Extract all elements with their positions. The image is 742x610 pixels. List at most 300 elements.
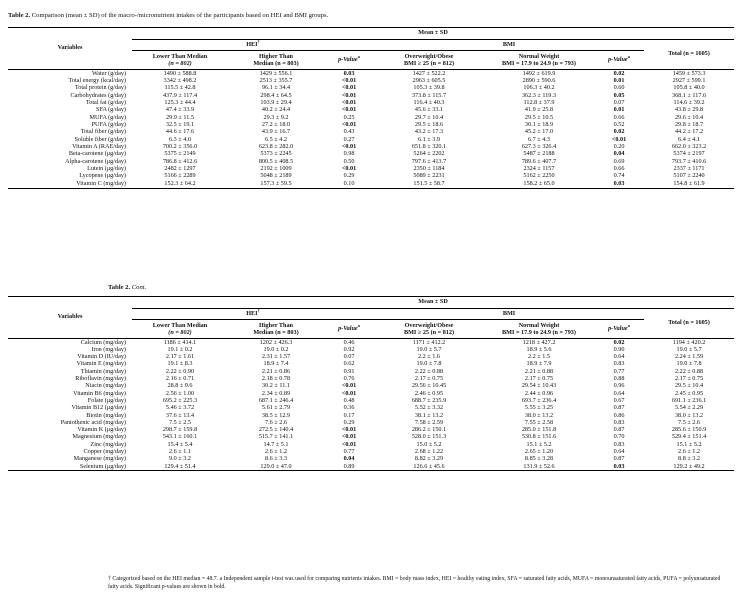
caption-text: Comparison (mean ± SD) of the macro-/micronutrient intakes of the participants based on HEI and BMI groups. bbox=[31, 12, 329, 19]
total-value: 19.0 ± 7.8 bbox=[676, 360, 702, 368]
total-value: 1194 ± 420.2 bbox=[672, 338, 706, 346]
normal-weight-value: 530.8 ± 151.6 bbox=[521, 433, 557, 441]
total-value: 44.2 ± 17.2 bbox=[674, 128, 704, 136]
lower-median-value: 298.7 ± 159.8 bbox=[162, 426, 198, 434]
table-caption bbox=[8, 12, 328, 19]
variable-cell: Soluble fiber (g/day) bbox=[74, 135, 126, 143]
overweight-value: 126.6 ± 45.6 bbox=[374, 463, 484, 471]
overweight-value: 797.6 ± 413.7 bbox=[411, 157, 447, 165]
header-bmi-pvalue: p-Value$^a$ bbox=[594, 320, 644, 339]
hei-pvalue: <0.01 bbox=[341, 91, 357, 99]
variable-cell: Vitamin D (IU/day) bbox=[77, 353, 126, 361]
higher-median-value: 800.5 ± 408.5 bbox=[258, 157, 294, 165]
variable-cell: Selenium (μg/day) bbox=[8, 463, 132, 471]
table-row bbox=[8, 107, 734, 114]
lower-median-value: 28.8 ± 9.6 bbox=[167, 382, 193, 390]
overweight-value: 5.52 ± 3.32 bbox=[414, 404, 444, 412]
header-normal-weight: Normal Weight BMI = 17.9 to 24.9 (n = 793) bbox=[484, 320, 594, 339]
higher-median-value: 298.4 ± 64.5 bbox=[260, 91, 292, 99]
total-value: 5.54 ± 2.29 bbox=[674, 404, 704, 412]
overweight-value: 2.2 ± 1.6 bbox=[418, 353, 440, 361]
hei-pvalue: <0.01 bbox=[341, 84, 357, 92]
hei-pvalue: 0.10 bbox=[324, 180, 374, 188]
overweight-value: 151.5 ± 58.7 bbox=[374, 180, 484, 188]
hei-pvalue: 0.29 bbox=[343, 172, 355, 180]
variable-cell: Total fat (g/day) bbox=[85, 98, 126, 106]
lower-median-value: 125.3 ± 44.4 bbox=[164, 98, 196, 106]
hei-pvalue: 0.98 bbox=[343, 150, 355, 158]
hei-pvalue: <0.01 bbox=[341, 426, 357, 434]
bmi-pvalue: 0.05 bbox=[613, 91, 625, 99]
table-row bbox=[8, 383, 734, 390]
normal-weight-value: 131.9 ± 52.6 bbox=[484, 463, 594, 471]
bmi-pvalue: 0.77 bbox=[613, 367, 625, 375]
normal-weight-value: 30.1 ± 18.9 bbox=[524, 120, 554, 128]
variable-cell: Folate (μg/day) bbox=[87, 396, 126, 404]
normal-weight-value: 5.55 ± 3.25 bbox=[524, 404, 554, 412]
higher-median-value: 18.9 ± 7.4 bbox=[263, 360, 289, 368]
overweight-value: 5089 ± 2231 bbox=[413, 172, 445, 180]
bmi-pvalue: 0.64 bbox=[613, 353, 625, 361]
hei-pvalue: 0.27 bbox=[343, 135, 355, 143]
normal-weight-value: 5487 ± 2188 bbox=[523, 150, 555, 158]
bmi-pvalue: 0.87 bbox=[613, 404, 625, 412]
variable-cell: Vitamin K (μg/day) bbox=[77, 426, 126, 434]
overweight-value: 38.1 ± 13.2 bbox=[414, 411, 444, 419]
total-value: 368.1 ± 117.6 bbox=[671, 91, 707, 99]
higher-median-value: 38.5 ± 12.9 bbox=[261, 411, 291, 419]
overweight-value: 29.7 ± 10.4 bbox=[414, 113, 444, 121]
total-value: 114.6 ± 39.2 bbox=[673, 98, 705, 106]
overweight-value: 286.2 ± 150.1 bbox=[411, 426, 447, 434]
lower-median-value: 32.5 ± 19.1 bbox=[165, 120, 195, 128]
lower-median-value: 129.4 ± 51.4 bbox=[132, 463, 228, 471]
normal-weight-value: 7.55 ± 2.58 bbox=[524, 418, 554, 426]
nutrient-table-part2 bbox=[8, 296, 734, 471]
variable-cell: Magnesium (mg/day) bbox=[72, 433, 126, 441]
lower-median-value: 115.5 ± 42.8 bbox=[164, 84, 196, 92]
lower-median-value: 37.6 ± 13.4 bbox=[165, 411, 195, 419]
higher-median-value: 103.9 ± 29.4 bbox=[260, 98, 292, 106]
normal-weight-value: 693.7 ± 236.4 bbox=[521, 396, 557, 404]
normal-weight-value: 18.9 ± 5.6 bbox=[526, 345, 552, 353]
total-value: 2.45 ± 0.95 bbox=[674, 389, 704, 397]
normal-weight-value: 362.3 ± 119.3 bbox=[521, 91, 557, 99]
overweight-value: 2.68 ± 1.22 bbox=[414, 448, 444, 455]
bmi-pvalue: 0.66 bbox=[613, 113, 625, 121]
normal-weight-value: 45.2 ± 17.0 bbox=[524, 128, 554, 136]
variable-cell: Lutein (μg/day) bbox=[87, 165, 126, 173]
higher-median-value: 29.3 ± 9.2 bbox=[263, 113, 289, 121]
normal-weight-value: 29.54 ± 10.43 bbox=[521, 382, 557, 390]
variable-cell: Total protein (g/day) bbox=[74, 84, 126, 92]
overweight-value: 43.2 ± 17.3 bbox=[414, 128, 444, 136]
higher-median-value: 2513 ± 355.7 bbox=[259, 76, 293, 84]
header-total: Total (n = 1605) bbox=[644, 309, 734, 339]
lower-median-value: 437.9 ± 117.4 bbox=[162, 91, 198, 99]
total-value: 43.8 ± 29.8 bbox=[674, 106, 704, 114]
total-value: 2.17 ± 0.75 bbox=[674, 375, 704, 383]
bmi-pvalue: 0.03 bbox=[594, 180, 644, 188]
bmi-pvalue: 0.83 bbox=[613, 418, 625, 426]
overweight-value: 15.0 ± 5.2 bbox=[416, 440, 442, 448]
overweight-value: 29.56 ± 10.45 bbox=[411, 382, 447, 390]
total-value: 15.1 ± 5.2 bbox=[676, 440, 702, 448]
lower-median-value: 2482 ± 1297 bbox=[164, 165, 196, 173]
variable-cell: Pantothenic acid (mg/day) bbox=[60, 418, 126, 426]
total-value: 129.2 ± 49.2 bbox=[644, 463, 734, 471]
hei-pvalue: <0.01 bbox=[341, 165, 357, 173]
lower-median-value: 543.1 ± 160.1 bbox=[162, 433, 198, 441]
normal-weight-value: 2.17 ± 0.75 bbox=[524, 375, 554, 383]
total-value: 2927 ± 599.1 bbox=[672, 76, 706, 84]
lower-median-value: 5375 ± 2149 bbox=[164, 150, 196, 158]
normal-weight-value: 627.3 ± 326.4 bbox=[521, 143, 557, 150]
table-continuation-caption bbox=[108, 284, 146, 291]
normal-weight-value: 789.6 ± 407.7 bbox=[521, 157, 557, 165]
higher-median-value: 5373 ± 2245 bbox=[260, 150, 292, 158]
bmi-pvalue: 0.02 bbox=[613, 128, 625, 136]
total-value: 2.22 ± 0.88 bbox=[674, 367, 704, 375]
lower-median-value: 1490 ± 588.8 bbox=[163, 69, 197, 77]
normal-weight-value: 2.2 ± 1.5 bbox=[528, 353, 550, 361]
hei-pvalue: 0.46 bbox=[343, 338, 355, 346]
normal-weight-value: 41.9 ± 25.8 bbox=[524, 106, 554, 114]
table-row bbox=[8, 85, 734, 92]
higher-median-value: 19.0 ± 0.2 bbox=[263, 345, 289, 353]
overweight-value: 19.0 ± 7.8 bbox=[416, 360, 442, 368]
header-lower-median: Lower Than Median (n = 802) bbox=[132, 320, 228, 339]
normal-weight-value: 6.7 ± 4.3 bbox=[528, 135, 550, 143]
overweight-value: 45.6 ± 33.1 bbox=[414, 106, 444, 114]
normal-weight-value: 106.3 ± 40.2 bbox=[523, 84, 555, 92]
bmi-pvalue: 0.66 bbox=[613, 165, 625, 173]
table-footnote: † Categorized based on the HEI median = 48.7. a Independent sample t-test was used for comparing nutrients intakes. BMI = body mass index, HEI = healthy eating index, SFA = saturated fatty acids, MUFA = monounsaturated fatty acids, PUFA = polyunsaturated fatty acids. Significant p-values are shown in bold. bbox=[108, 576, 721, 590]
variable-cell: Alpha-carotene (μg/day) bbox=[65, 157, 126, 165]
lower-median-value: 29.9 ± 11.5 bbox=[166, 113, 194, 121]
header-mean-sd: Mean ± SD bbox=[132, 297, 734, 309]
variable-cell: Vitamin C (mg/day) bbox=[8, 180, 132, 188]
hei-pvalue: 0.62 bbox=[343, 360, 355, 368]
hei-pvalue: 0.07 bbox=[343, 353, 355, 361]
lower-median-value: 786.8 ± 412.6 bbox=[162, 157, 198, 165]
hei-pvalue: 0.50 bbox=[343, 157, 355, 165]
overweight-value: 19.0 ± 5.7 bbox=[416, 345, 442, 353]
higher-median-value: 515.7 ± 141.1 bbox=[258, 433, 294, 441]
bmi-pvalue: 0.67 bbox=[613, 396, 625, 404]
higher-median-value: 8.6 ± 3.3 bbox=[265, 455, 287, 463]
bmi-pvalue: 0.03 bbox=[594, 463, 644, 471]
bmi-pvalue: 0.70 bbox=[613, 433, 625, 441]
higher-median-value: 7.6 ± 2.6 bbox=[265, 418, 287, 426]
lower-median-value: 1186 ± 414.1 bbox=[163, 338, 197, 346]
header-hei: HEI† bbox=[132, 309, 374, 320]
higher-median-value: 14.7 ± 5.1 bbox=[263, 440, 289, 448]
overweight-value: 116.4 ± 40.3 bbox=[413, 98, 445, 106]
overweight-value: 2350 ± 1184 bbox=[413, 165, 445, 173]
higher-median-value: 1202 ± 426.3 bbox=[259, 338, 293, 346]
lower-median-value: 5.46 ± 3.72 bbox=[165, 404, 195, 412]
variable-cell: Manganese (mg/day) bbox=[73, 455, 126, 463]
header-bmi-pvalue: p-Value$^a$ bbox=[594, 51, 644, 70]
lower-median-value: 19.1 ± 8.3 bbox=[167, 360, 193, 368]
higher-median-value: 40.2 ± 24.4 bbox=[261, 106, 291, 114]
variable-cell: Calcium (mg/day) bbox=[80, 338, 126, 346]
higher-median-value: 2.21 ± 0.86 bbox=[261, 367, 291, 375]
bmi-pvalue: 0.69 bbox=[613, 157, 625, 165]
header-overweight: Overweight/Obese BMI ≥ 25 (n = 812) bbox=[374, 51, 484, 70]
variable-cell: Water (g/day) bbox=[91, 69, 126, 77]
total-value: 2.6 ± 1.2 bbox=[678, 448, 701, 455]
table-row bbox=[8, 463, 734, 471]
total-value: 19.0 ± 5.7 bbox=[676, 345, 702, 353]
higher-median-value: 129.0 ± 47.0 bbox=[228, 463, 324, 471]
bmi-pvalue: 0.64 bbox=[613, 389, 625, 397]
hei-pvalue: <0.01 bbox=[341, 120, 357, 128]
higher-median-value: 6.5 ± 4.2 bbox=[265, 135, 287, 143]
hei-pvalue: 0.43 bbox=[343, 128, 355, 136]
overweight-value: 2.46 ± 0.95 bbox=[414, 389, 444, 397]
bmi-pvalue: 0.96 bbox=[613, 382, 625, 390]
lower-median-value: 2.17 ± 1.61 bbox=[165, 353, 195, 361]
lower-median-value: 15.4 ± 5.4 bbox=[167, 440, 193, 448]
total-value: 793.7 ± 410.6 bbox=[671, 157, 707, 165]
overweight-value: 1171 ± 412.2 bbox=[412, 338, 446, 346]
hei-pvalue: 0.17 bbox=[343, 411, 355, 419]
total-value: 5374 ± 2197 bbox=[673, 150, 705, 158]
normal-weight-value: 8.85 ± 3.28 bbox=[524, 455, 554, 463]
overweight-value: 1427 ± 522.2 bbox=[412, 69, 446, 77]
header-total: Total (n = 1605) bbox=[644, 40, 734, 70]
overweight-value: 2963 ± 605.5 bbox=[412, 76, 446, 84]
normal-weight-value: 15.1 ± 5.2 bbox=[526, 440, 552, 448]
normal-weight-value: 5162 ± 2250 bbox=[523, 172, 555, 180]
higher-median-value: 2192 ± 1009 bbox=[260, 165, 292, 173]
hei-pvalue: 0.89 bbox=[324, 463, 374, 471]
bmi-pvalue: 0.87 bbox=[613, 455, 625, 463]
header-mean-sd: Mean ± SD bbox=[132, 28, 734, 40]
overweight-value: 8.82 ± 3.29 bbox=[414, 455, 444, 463]
variable-cell: Vitamin B6 (mg/day) bbox=[73, 389, 126, 397]
hei-pvalue: <0.01 bbox=[341, 106, 357, 114]
lower-median-value: 9.0 ± 3.2 bbox=[169, 455, 191, 463]
normal-weight-value: 112.8 ± 37.9 bbox=[523, 98, 555, 106]
lower-median-value: 6.3 ± 4.0 bbox=[169, 135, 191, 143]
higher-median-value: 687.1 ± 246.4 bbox=[258, 396, 294, 404]
bmi-pvalue: 0.74 bbox=[613, 172, 625, 180]
hei-pvalue: 0.48 bbox=[343, 396, 355, 404]
overweight-value: 688.7 ± 235.9 bbox=[411, 396, 447, 404]
total-value: 691.1 ± 236.1 bbox=[671, 396, 707, 404]
normal-weight-value: 158.2 ± 65.0 bbox=[484, 180, 594, 188]
header-hei-pvalue: p-Value$^a$ bbox=[324, 51, 374, 70]
overweight-value: 2.22 ± 0.88 bbox=[414, 367, 444, 375]
normal-weight-value: 2.65 ± 1.20 bbox=[524, 448, 554, 455]
variable-cell: Beta-carotene (μg/day) bbox=[68, 150, 126, 158]
total-value: 154.8 ± 61.9 bbox=[644, 180, 734, 188]
variable-cell: PUFA (g/day) bbox=[91, 120, 126, 128]
higher-median-value: 5048 ± 2189 bbox=[260, 172, 292, 180]
total-value: 2.24 ± 1.59 bbox=[674, 353, 704, 361]
variable-cell: Vitamin B12 (μg/day) bbox=[71, 404, 126, 412]
variable-cell: Total energy (kcal/day) bbox=[68, 76, 126, 84]
total-value: 38.0 ± 13.2 bbox=[674, 411, 704, 419]
header-lower-median: Lower Than Median (n = 802) bbox=[132, 51, 228, 70]
hei-pvalue: 0.04 bbox=[343, 455, 355, 463]
lower-median-value: 2.6 ± 1.1 bbox=[169, 448, 191, 455]
higher-median-value: 2.6 ± 1.2 bbox=[265, 448, 287, 455]
hei-pvalue: <0.01 bbox=[341, 433, 357, 441]
variable-cell: Niacin (mg/day) bbox=[85, 382, 126, 390]
variable-cell: Zinc (mg/day) bbox=[90, 440, 126, 448]
caption-label: Table 2. bbox=[8, 12, 31, 19]
hei-pvalue: <0.01 bbox=[341, 76, 357, 84]
variable-cell: Carbohydrates (g/day) bbox=[70, 91, 126, 99]
total-value: 6.4 ± 4.1 bbox=[678, 135, 701, 143]
total-value: 285.6 ± 150.9 bbox=[671, 426, 707, 434]
bmi-pvalue: 0.52 bbox=[613, 120, 625, 128]
higher-median-value: 623.8 ± 282.0 bbox=[258, 143, 294, 150]
hei-pvalue: <0.01 bbox=[341, 143, 357, 150]
overweight-value: 2.17 ± 0.75 bbox=[414, 375, 444, 383]
hei-pvalue: 0.29 bbox=[343, 418, 355, 426]
hei-pvalue: 0.76 bbox=[343, 375, 355, 383]
variable-cell: Biotin (mg/day) bbox=[86, 411, 126, 419]
total-value: 529.4 ± 151.4 bbox=[671, 433, 707, 441]
variable-cell: Thiamin (mg/day) bbox=[80, 367, 126, 375]
total-value: 29.6 ± 10.4 bbox=[674, 113, 704, 121]
bmi-pvalue: 0.20 bbox=[613, 143, 625, 150]
overweight-value: 105.3 ± 39.8 bbox=[413, 84, 445, 92]
lower-median-value: 2.56 ± 1.00 bbox=[165, 389, 195, 397]
higher-median-value: 1429 ± 556.1 bbox=[259, 69, 293, 77]
table-row bbox=[8, 180, 734, 188]
normal-weight-value: 18.9 ± 7.9 bbox=[526, 360, 552, 368]
bmi-pvalue: 0.04 bbox=[613, 150, 625, 158]
total-value: 2337 ± 1171 bbox=[673, 165, 705, 173]
variable-cell: SFA (g/day) bbox=[96, 106, 126, 114]
hei-pvalue: 0.25 bbox=[343, 113, 355, 121]
bmi-pvalue: 0.02 bbox=[613, 338, 625, 346]
hei-pvalue: <0.01 bbox=[341, 389, 357, 397]
hei-pvalue: <0.01 bbox=[341, 382, 357, 390]
bmi-pvalue: 0.07 bbox=[613, 98, 625, 106]
total-value: 105.8 ± 40.0 bbox=[673, 84, 705, 92]
table-row bbox=[8, 129, 734, 136]
higher-median-value: 96.1 ± 34.4 bbox=[261, 84, 291, 92]
table-row bbox=[8, 456, 734, 463]
normal-weight-value: 29.5 ± 10.5 bbox=[524, 113, 554, 121]
bmi-pvalue: 0.64 bbox=[613, 448, 625, 455]
bmi-pvalue: 0.01 bbox=[613, 76, 625, 84]
hei-pvalue: 0.03 bbox=[343, 69, 355, 77]
header-higher-median: Higher Than Median (n = 803) bbox=[228, 320, 324, 339]
continuation-label: Table 2. bbox=[108, 284, 131, 291]
total-value: 5107 ± 2240 bbox=[673, 172, 705, 180]
bmi-pvalue: 0.86 bbox=[613, 411, 625, 419]
header-variables: Variables bbox=[8, 297, 132, 339]
table-row bbox=[8, 405, 734, 412]
higher-median-value: 43.9 ± 16.7 bbox=[261, 128, 291, 136]
normal-weight-value: 2324 ± 1157 bbox=[523, 165, 555, 173]
overweight-value: 5264 ± 2202 bbox=[413, 150, 445, 158]
higher-median-value: 30.2 ± 11.1 bbox=[262, 382, 290, 390]
overweight-value: 528.0 ± 151.3 bbox=[411, 433, 447, 441]
hei-pvalue: 0.91 bbox=[343, 367, 355, 375]
normal-weight-value: 1218 ± 427.2 bbox=[522, 338, 556, 346]
normal-weight-value: 2.21 ± 0.88 bbox=[524, 367, 554, 375]
overweight-value: 29.5 ± 18.6 bbox=[414, 120, 444, 128]
variable-cell: MUFA (g/day) bbox=[89, 113, 126, 121]
header-variables: Variables bbox=[8, 28, 132, 70]
header-overweight: Overweight/Obese BMI ≥ 25 (n = 812) bbox=[374, 320, 484, 339]
lower-median-value: 695.2 ± 225.3 bbox=[162, 396, 198, 404]
variable-cell: Riboflavin (mg/day) bbox=[75, 375, 126, 383]
total-value: 7.5 ± 2.6 bbox=[678, 418, 701, 426]
normal-weight-value: 2.44 ± 0.96 bbox=[524, 389, 554, 397]
hei-pvalue: <0.01 bbox=[341, 98, 357, 106]
hei-pvalue: <0.01 bbox=[341, 440, 357, 448]
bmi-pvalue: 0.87 bbox=[613, 426, 625, 434]
bmi-pvalue: 0.01 bbox=[613, 106, 625, 114]
continuation-text: Cont. bbox=[131, 284, 147, 291]
normal-weight-value: 1492 ± 619.9 bbox=[522, 69, 556, 77]
nutrient-table-part1 bbox=[8, 27, 734, 189]
lower-median-value: 5166 ± 2289 bbox=[164, 172, 196, 180]
lower-median-value: 2.16 ± 0.71 bbox=[165, 375, 195, 383]
variable-cell: Vitamin A (RAE/day) bbox=[72, 143, 126, 150]
lower-median-value: 19.1 ± 0.2 bbox=[167, 345, 193, 353]
higher-median-value: 2.18 ± 0.78 bbox=[261, 375, 291, 383]
lower-median-value: 152.3 ± 64.2 bbox=[132, 180, 228, 188]
normal-weight-value: 2890 ± 590.6 bbox=[522, 76, 556, 84]
bmi-pvalue: 0.83 bbox=[613, 360, 625, 368]
hei-pvalue: 0.36 bbox=[343, 404, 355, 412]
total-value: 8.8 ± 3.2 bbox=[678, 455, 701, 463]
overweight-value: 373.8 ± 115.7 bbox=[411, 91, 447, 99]
bmi-pvalue: <0.01 bbox=[611, 135, 627, 143]
lower-median-value: 7.5 ± 2.5 bbox=[169, 418, 191, 426]
total-value: 1459 ± 573.3 bbox=[672, 69, 706, 77]
overweight-value: 6.1 ± 3.9 bbox=[418, 135, 440, 143]
header-higher-median: Higher Than Median (n = 803) bbox=[228, 51, 324, 70]
header-normal-weight: Normal Weight BMI = 17.9 to 24.9 (n = 793) bbox=[484, 51, 594, 70]
normal-weight-value: 285.0 ± 151.8 bbox=[521, 426, 557, 434]
lower-median-value: 3342 ± 498.2 bbox=[163, 76, 197, 84]
variable-cell: Vitamin E (mg/day) bbox=[76, 360, 126, 368]
lower-median-value: 700.2 ± 356.0 bbox=[162, 143, 198, 150]
header-bmi: BMI bbox=[374, 309, 644, 320]
higher-median-value: 5.61 ± 2.79 bbox=[261, 404, 291, 412]
header-hei-pvalue: p-Value$^a$ bbox=[324, 320, 374, 339]
variable-cell: Copper (mg/day) bbox=[83, 448, 126, 455]
total-value: 29.5 ± 10.4 bbox=[674, 382, 704, 390]
bmi-pvalue: 0.90 bbox=[613, 345, 625, 353]
overweight-value: 7.58 ± 2.59 bbox=[414, 418, 444, 426]
hei-pvalue: 0.92 bbox=[343, 345, 355, 353]
bmi-pvalue: 0.88 bbox=[613, 375, 625, 383]
variable-cell: Total fiber (g/day) bbox=[80, 128, 126, 136]
lower-median-value: 2.22 ± 0.90 bbox=[165, 367, 195, 375]
higher-median-value: 2.31 ± 1.57 bbox=[261, 353, 291, 361]
variable-cell: Lycopene (μg/day) bbox=[79, 172, 126, 180]
overweight-value: 651.8 ± 320.1 bbox=[411, 143, 447, 150]
header-hei: HEI† bbox=[132, 40, 374, 51]
higher-median-value: 157.3 ± 59.5 bbox=[228, 180, 324, 188]
total-value: 662.0 ± 323.2 bbox=[671, 143, 707, 150]
bmi-pvalue: 0.83 bbox=[613, 440, 625, 448]
higher-median-value: 27.2 ± 18.0 bbox=[261, 120, 291, 128]
